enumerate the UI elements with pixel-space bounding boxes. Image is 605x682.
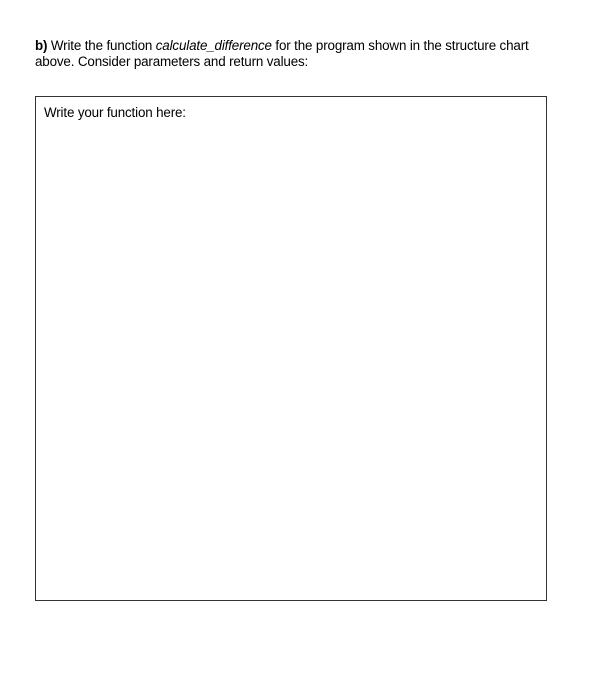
question-text	[35, 38, 565, 69]
question-part-label: b)	[35, 38, 48, 53]
function-name: calculate_difference	[155, 38, 272, 53]
answer-box-label: Write your function here:	[44, 105, 186, 120]
question-text-after: for the program shown in the structure chart above. Consider parameters and return values:	[35, 38, 529, 69]
question-text-before: Write the function	[47, 38, 156, 53]
answer-box[interactable]	[35, 96, 547, 601]
